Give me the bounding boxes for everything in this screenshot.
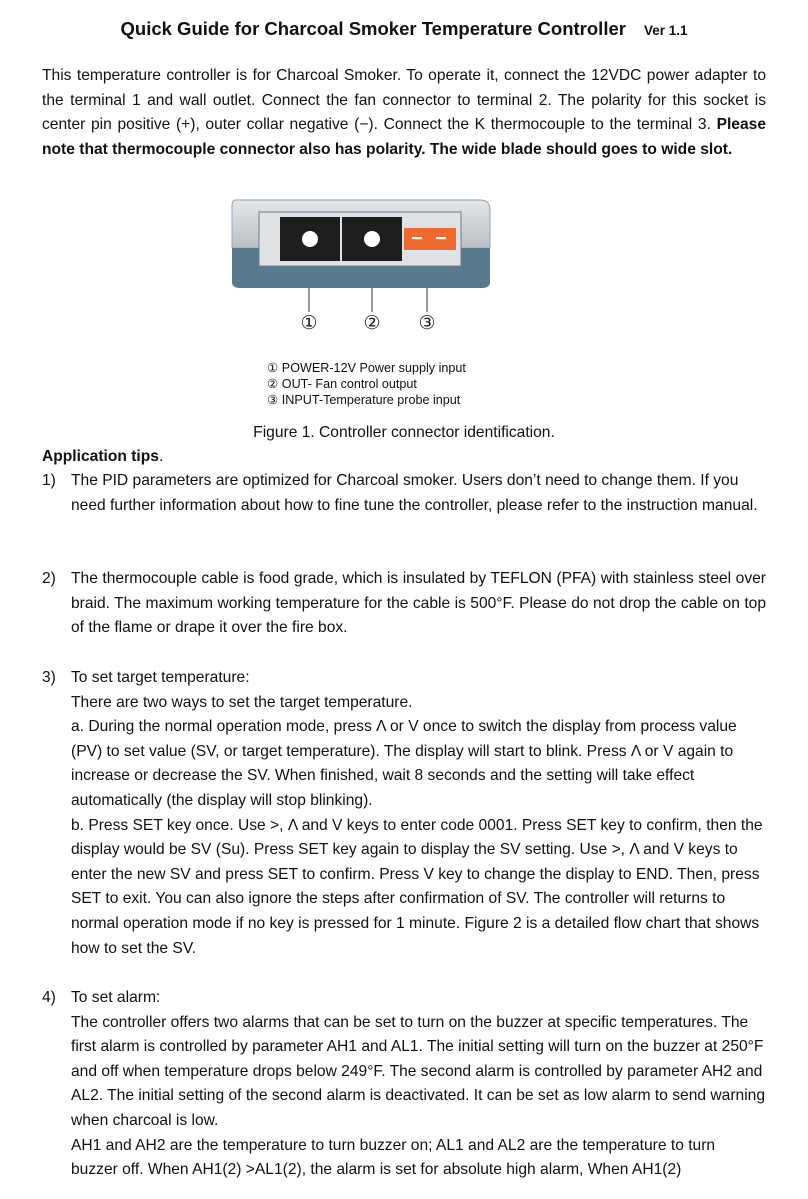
intro-paragraph	[42, 64, 766, 162]
marker-3: ③	[418, 312, 436, 334]
legend-item: ③ INPUT-Temperature probe input	[267, 393, 461, 407]
tip-item-4	[42, 986, 766, 1183]
tip-number: 1)	[42, 472, 56, 489]
thermocouple-slot-left	[412, 237, 422, 239]
tip-text: The PID parameters are optimized for Charcoal smoker. Users don’t need to change them. If you need further information about how to fine tune the controller, please refer to the instruction manual.	[71, 472, 758, 514]
tip-number: 3)	[42, 669, 56, 686]
tip-text: AH1 and AH2 are the temperature to turn buzzer on; AL1 and AL2 are the temperature to turn buzzer off. When AH1(2) >AL1(2), the alarm is set for absolute high alarm, When AH1(2)	[71, 1136, 716, 1179]
power-socket-pin	[302, 231, 318, 247]
tip-text: The thermocouple cable is food grade, which is insulated by TEFLON (PFA) with stainless steel over braid. The maximum working temperature for the cable is 500°F. Please do not drop the cable on top of the flame or drape it over the fire box.	[71, 570, 766, 637]
tip-number: 2)	[42, 570, 56, 587]
thermocouple-socket	[404, 228, 456, 250]
intro-bold-note: Please note that thermocouple connector also has polarity. The wide blade should goes to wide slot.	[42, 116, 766, 158]
marker-1: ①	[300, 312, 318, 334]
tip-text: To set target temperature:	[71, 669, 250, 686]
tip-text: To set alarm:	[71, 989, 161, 1006]
controller-connector-figure	[230, 196, 492, 336]
tip-text: b. Press SET key once. Use >, Λ and V keys to enter code 0001. Press SET key to confirm, then the display would be SV (Su). Press SET key again to display the SV setting. Use >, Λ and V keys to enter the new SV and press SET to confirm. Press V key to change the display to END. Then, press SET to exit. You can also ignore the steps after confirmation of SV. The controller will returns to normal operation mode if no key is pressed for 1 minute. Figure 2 is a detailed flow chart that shows how to set the SV.	[71, 816, 763, 957]
tips-heading-text: Application tips	[42, 448, 159, 465]
tip-item-2	[42, 567, 766, 641]
tip-text: The controller offers two alarms that can be set to turn on the buzzer at specific temperatures. The first alarm is controlled by parameter AH1 and AL1. The initial setting will turn on the buzzer at 250°F and off when temperature drops below 249°F. The second alarm is controlled by parameter AH2 and AL2. The initial setting of the second alarm is deactivated. It can be set as low alarm to send warning when charcoal is low.	[71, 1013, 766, 1129]
intro-text: This temperature controller is for Charcoal Smoker. To operate it, connect the 12VDC power adapter to the terminal 1 and wall outlet. Connect the fan connector to terminal 2. The polarity for this socket is center pin positive (+), outer collar negative (−). Connect the K thermocouple to the terminal 3.	[42, 67, 766, 134]
version-label: Ver 1.1	[643, 23, 688, 38]
legend-item: ① POWER-12V Power supply input	[267, 361, 466, 375]
figure-legend	[267, 360, 466, 408]
fan-socket-pin	[364, 231, 380, 247]
thermocouple-slot-right	[436, 237, 446, 239]
tip-item-1	[42, 469, 766, 518]
marker-2: ②	[363, 312, 381, 334]
tips-heading-suffix: .	[158, 448, 164, 465]
legend-item: ② OUT- Fan control output	[267, 377, 417, 391]
title-text: Quick Guide for Charcoal Smoker Temperature Controller	[120, 18, 626, 39]
tips-heading	[42, 448, 163, 466]
tip-item-3	[42, 666, 766, 961]
tip-text: a. During the normal operation mode, press Λ or V once to switch the display from process value (PV) to set value (SV, or target temperature). The display will start to blink. Press Λ or V again to increase or decrease the SV. When finished, wait 8 seconds and the setting will take effect automatically (the display will stop blinking).	[71, 718, 737, 809]
tip-number: 4)	[42, 989, 56, 1006]
figure-caption: Figure 1. Controller connector identification.	[253, 424, 555, 441]
tip-text: There are two ways to set the target temperature.	[71, 693, 413, 711]
page-title	[0, 18, 808, 40]
